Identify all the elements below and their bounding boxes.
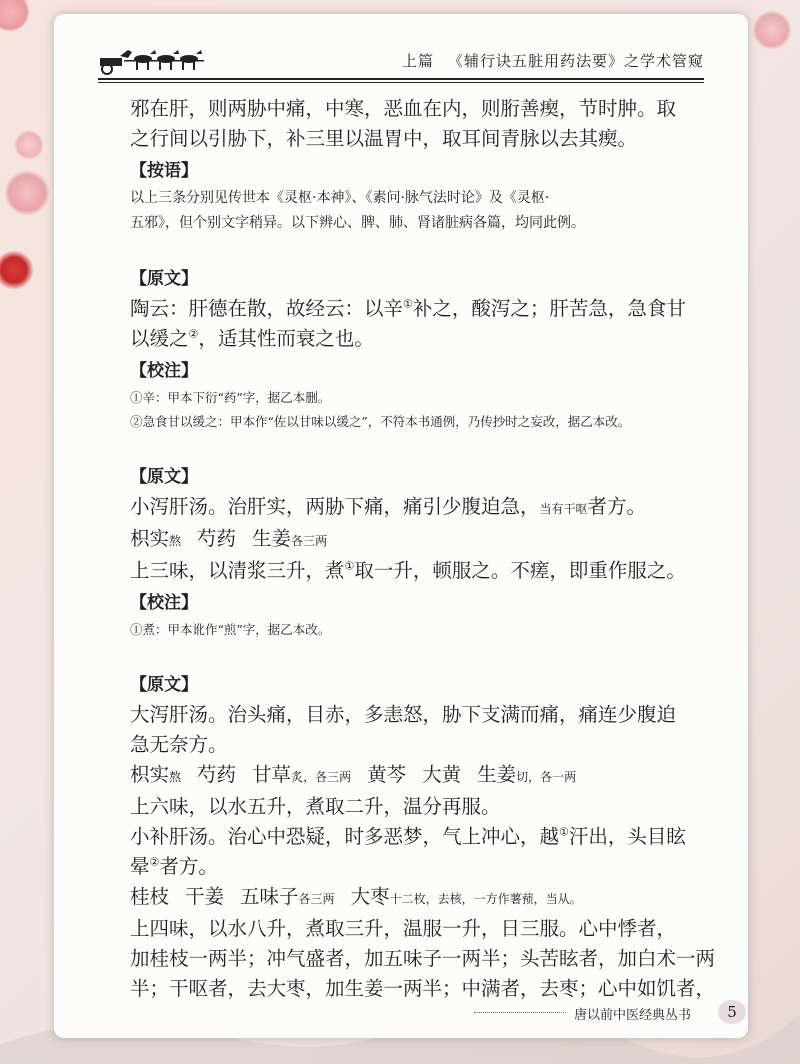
- footer-dotted-line: [474, 1012, 566, 1013]
- footnote-line: ①煮：甲本讹作“煎”字，据乙本改。: [130, 622, 331, 637]
- text-line: 上六味，以水五升，煮取二升，温分再服。: [130, 795, 501, 818]
- text-line: 以缓之②，适其性而衰之也。: [130, 327, 374, 350]
- text-line: 急无奈方。: [130, 733, 228, 756]
- plum-blossom-decoration: [0, 250, 34, 290]
- section-tag-jiaozhu: 【校注】: [130, 593, 198, 613]
- herb-list: 枳实熬 芍药 生姜各三两: [130, 527, 328, 550]
- text-line: 上三味，以清浆三升，煮①取一升，顿服之。不瘥，即重作服之。: [130, 559, 686, 582]
- plum-blossom-decoration: [14, 130, 44, 160]
- page-number: 5: [718, 1000, 746, 1024]
- main-text: [130, 94, 716, 1004]
- text-line: 上四味，以水八升，煮取三升，温服一升，日三服。心中悸者，: [130, 917, 677, 940]
- section-tag-anyu: 【按语】: [130, 161, 198, 181]
- page-header: [98, 44, 704, 80]
- header-rule: [98, 78, 704, 80]
- text-line: 邪在肝，则两胁中痛，中寒，恶血在内，则胻善瘈，节时肿。取: [130, 97, 677, 120]
- running-title: 《辅行诀五脏用药法要》之学术管窥: [447, 52, 704, 70]
- running-head: [402, 50, 704, 71]
- plum-blossom-decoration: [0, 0, 30, 32]
- section-tag-yuanwen: 【原文】: [130, 675, 198, 695]
- text-line: 小泻肝汤。治肝实，两胁下痛，痛引少腹迫急，当有干呕者方。: [130, 495, 647, 518]
- section-tag-yuanwen: 【原文】: [130, 467, 198, 487]
- book-page: [54, 14, 748, 1038]
- herb-list: 枳实熬 芍药 甘草炙，各三两 黄芩 大黄 生姜切，各一两: [130, 763, 577, 786]
- text-line: 之行间以引胁下，补三里以温胃中，取耳间青脉以去其瘈。: [130, 127, 638, 150]
- footnote-ref: ②: [188, 327, 199, 341]
- section-tag-jiaozhu: 【校注】: [130, 361, 198, 381]
- footnote-ref: ①: [344, 559, 355, 573]
- text-line: 小补肝汤。治心中恐疑，时多恶梦，气上冲心，越①汗出，头目眩: [130, 825, 686, 848]
- text-line: 大泻肝汤。治头痛，目赤，多恚怒，胁下支满而痛，痛连少腹迫: [130, 703, 677, 726]
- commentary-line: 以上三条分别见传世本《灵枢·本神》、《素问·脉气法时论》及《灵枢·: [130, 190, 550, 206]
- header-rule: [98, 82, 704, 83]
- plum-blossom-decoration: [752, 10, 792, 50]
- plum-blossom-decoration: [4, 170, 50, 216]
- herb-list: 桂枝 干姜 五味子各三两 大枣十二枚，去核，一方作薯蓣，当从。: [130, 885, 582, 908]
- chariot-emblem-icon: [98, 44, 216, 76]
- footnote-ref: ②: [149, 855, 160, 869]
- commentary-line: 五邪》，但个别文字稍异。以下辨心、脾、肺、肾诸脏病各篇，均同此例。: [130, 215, 585, 231]
- section-tag-yuanwen: 【原文】: [130, 269, 198, 289]
- series-name: 唐以前中医经典丛书: [574, 1008, 692, 1023]
- text-line: 加桂枝一两半；冲气盛者，加五味子一两半；头苦眩者，加白术一两: [130, 947, 716, 970]
- footnote-line: ②急食甘以缓之：甲本作“佐以甘味以缓之”，不符本书通例，乃传抄时之妄改，据乙本改。: [130, 414, 631, 429]
- text-line: 半；干呕者，去大枣，加生姜一两半；中满者，去枣；心中如饥者，: [130, 977, 716, 1000]
- text-line: 晕②者方。: [130, 855, 218, 878]
- inline-annotation: 当有干呕: [539, 502, 588, 516]
- footnote-line: ①辛：甲本下衍“药”字，据乙本删。: [130, 390, 331, 405]
- footnote-ref: ①: [403, 297, 413, 311]
- text-line: 陶云：肝德在散，故经云：以辛①补之，酸泻之；肝苦急，急食甘: [130, 297, 686, 320]
- footnote-ref: ①: [559, 825, 569, 839]
- section-label: 上篇: [401, 52, 434, 70]
